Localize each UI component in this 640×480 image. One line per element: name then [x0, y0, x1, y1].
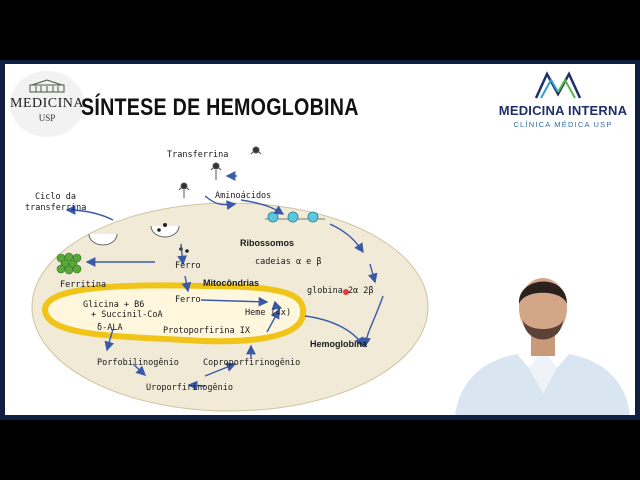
logo-right-subtitle: CLÍNICA MÉDICA USP	[513, 120, 613, 129]
label-ciclo-2: transferrina	[25, 203, 87, 213]
logo-left-word: MEDICINA	[10, 96, 84, 111]
label-globina: globina 2α 2β	[307, 286, 374, 296]
video-frame	[0, 60, 640, 420]
label-ala: δ-ALA	[97, 323, 123, 333]
label-ribossomos: Ribossomos	[240, 238, 295, 248]
logo-left-sub: USP	[38, 113, 56, 123]
label-cadeias: cadeias α e β	[255, 257, 322, 267]
logo-right-name: MEDICINA INTERNA	[498, 103, 628, 118]
label-mitocondrias: Mitocôndrias	[203, 278, 260, 288]
label-heme: Heme (4x)	[245, 308, 292, 318]
label-ferritina: Ferritina	[60, 280, 107, 290]
slide-title: SÍNTESE DE HEMOGLOBINA	[81, 94, 359, 121]
label-porfobilinogenio: Porfobilinogênio	[97, 358, 179, 368]
presenter-video	[455, 264, 630, 415]
label-ferro-2: Ferro	[175, 295, 201, 305]
label-coproporfirinogenio: Coproporfirinogênio	[203, 358, 301, 368]
label-glicina: Glicina + B6	[83, 300, 145, 310]
label-aminoacidos: Aminoácidos	[215, 191, 272, 201]
label-hemoglobina: Hemoglobina	[310, 339, 368, 349]
label-ferro-1: Ferro	[175, 261, 201, 271]
slide	[5, 64, 635, 415]
ribosome-chain	[265, 212, 325, 222]
label-ciclo-1: Ciclo da	[35, 192, 76, 202]
label-succinil: + Succinil-CoA	[91, 310, 163, 320]
label-protoporfirina: Protoporfirina IX	[163, 326, 250, 336]
label-uroporfirinogenio: Uroporfirinogênio	[146, 383, 233, 393]
label-transferrina: Transferrina	[167, 150, 229, 160]
